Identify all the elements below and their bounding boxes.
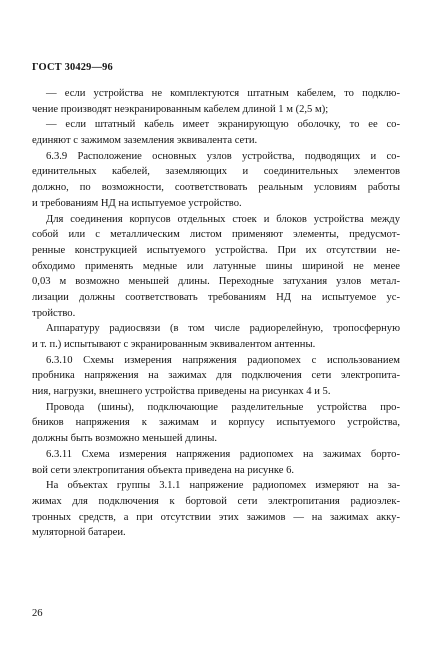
text-line: жимах для подключения к бортовой сети электропитания радиоэлек-: [32, 495, 400, 507]
text-line: 6.3.9 Расположение основных узлов устройства, подводящих и со-: [46, 150, 400, 162]
text-line: ренные конструкцией испытуемого устройства. При их отсутствии не-: [32, 244, 400, 256]
document-header: ГОСТ 30429—96: [32, 62, 113, 73]
text-line: тройство.: [32, 307, 76, 319]
text-line: 6.3.11 Схема измерения напряжения радиопомех на зажимах борто-: [46, 448, 400, 460]
text-line: лизации должны соответствовать требованиям НД на испытуемое ус-: [32, 291, 400, 303]
text-line: Провода (шины), подключающие разделительные устройства про-: [46, 401, 400, 413]
text-line: должны быть возможно меньшей длины.: [32, 433, 218, 445]
text-line: тронных средств, а при отсутствии этих зажимов — на зажимах акку-: [32, 511, 400, 523]
text-line: На объектах группы 3.1.1 напряжение радиопомех измеряют на за-: [46, 480, 400, 492]
text-line: 6.3.10 Схемы измерения напряжения радиопомех с использованием: [46, 354, 400, 366]
text-line: и требованиям НД на испытуемое устройство.: [32, 197, 242, 209]
text-line: собой или с металлическим листом применяют элементы, предусмот-: [32, 229, 400, 241]
text-line: вой сети электропитания объекта приведена на рисунке 6.: [32, 464, 295, 476]
text-line: должно, по возможности, соответствовать реальным условиям работы: [32, 182, 400, 194]
text-line: Для соединения корпусов отдельных стоек и блоков устройства между: [46, 213, 400, 225]
text-line: бников напряжения к зажимам и корпусу испытуемого устройства,: [32, 417, 400, 429]
text-line: обходимо применять медные или латунные шины шириной не менее: [32, 260, 400, 272]
text-line: муляторной батареи.: [32, 527, 126, 539]
page-number: 26: [32, 608, 43, 619]
text-line: ния, нагрузки, внешнего устройства приведены на рисунках 4 и 5.: [32, 386, 331, 398]
text-line: единяют с зажимом заземления эквивалента сети.: [32, 135, 258, 147]
text-line: единительных кабелей, заземляющих и соединительных элементов: [32, 166, 400, 178]
text-line: — если штатный кабель имеет экранирующую оболочку, то ее со-: [46, 119, 400, 131]
text-line: Аппаратуру радиосвязи (в том числе радиорелейную, тропосферную: [46, 323, 400, 335]
text-line: и т. п.) испытывают с экранированным эквивалентом антенны.: [32, 339, 316, 350]
body-text: [32, 86, 400, 541]
text-line: — если устройства не комплектуются штатным кабелем, то подклю-: [46, 88, 400, 99]
text-line: чение производят неэкранированным кабелем длиной 1 м (2,5 м);: [32, 103, 329, 115]
text-line: пробника напряжения на зажимах для подключения сети электропита-: [32, 370, 400, 382]
text-line: 0,03 м возможно меньшей длины. Переходные затухания узлов метал-: [32, 276, 400, 288]
